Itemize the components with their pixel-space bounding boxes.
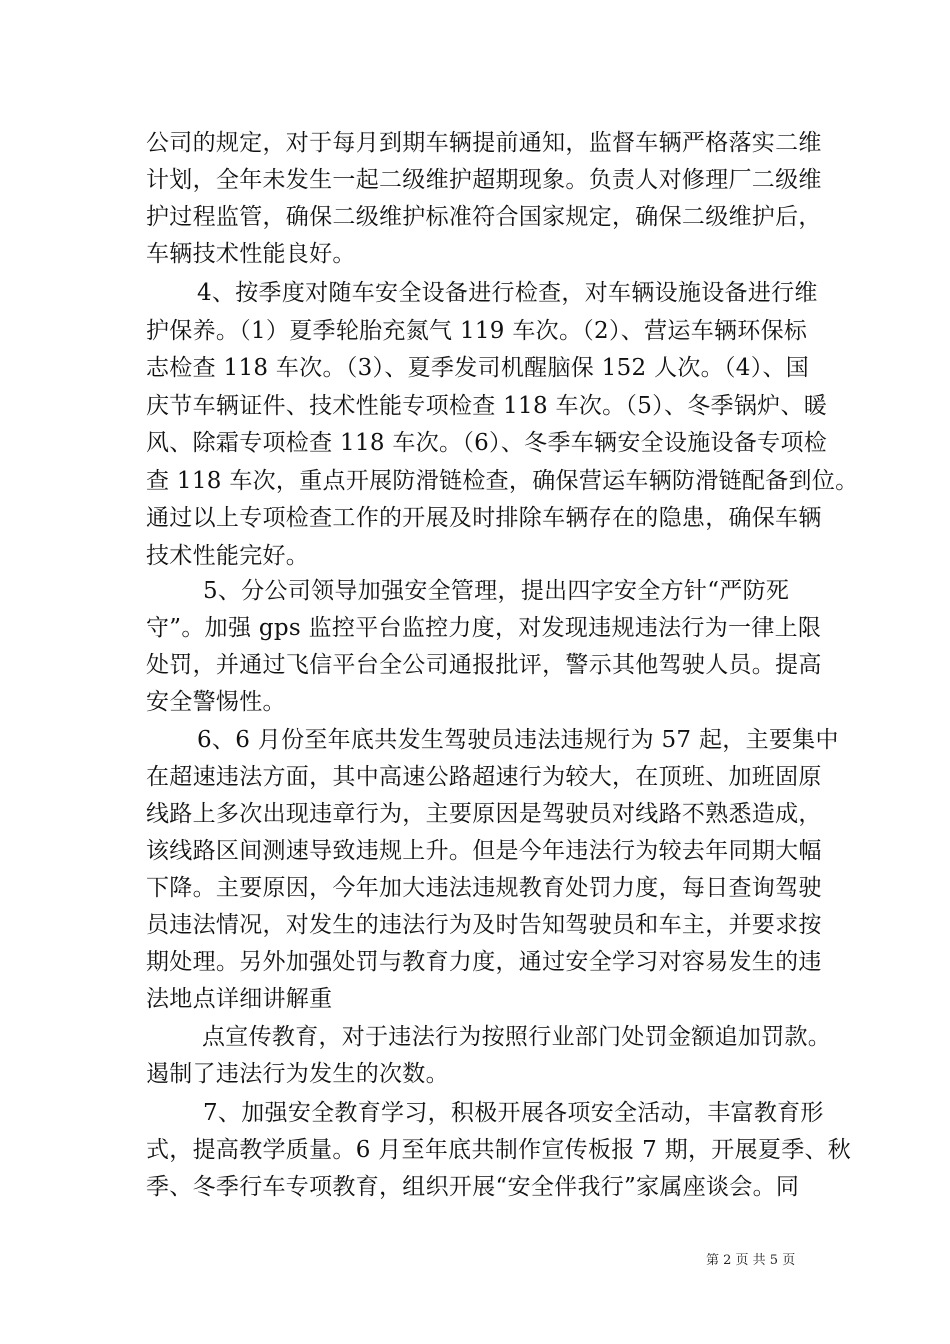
text-line: 庆节车辆证件、技术性能专项检查 118 车次。（5）、冬季锅炉、暖 bbox=[146, 393, 828, 419]
text-line: 点宣传教育，对于违法行为按照行业部门处罚金额追加罚款。 bbox=[202, 1024, 832, 1050]
text-line: 员违法情况，对发生的违法行为及时告知驾驶员和车主，并要求按 bbox=[146, 912, 822, 938]
text-line: 7、加强安全教育学习，积极开展各项安全活动，丰富教育形 bbox=[203, 1100, 824, 1126]
text-line: 期处理。另外加强处罚与教育力度，通过安全学习对容易发生的违 bbox=[146, 949, 822, 975]
text-line: 式，提高教学质量。6 月至年底共制作宣传板报 7 期，开展夏季、秋 bbox=[146, 1137, 852, 1163]
text-line: 该线路区间测速导致违规上升。但是今年违法行为较去年同期大幅 bbox=[146, 838, 822, 864]
text-line: 守”。加强 gps 监控平台监控力度，对发现违规违法行为一律上限 bbox=[146, 615, 822, 641]
text-line: 志检查 118 车次。（3）、夏季发司机醒脑保 152 人次。（4）、国 bbox=[146, 355, 810, 381]
text-line: 查 118 车次，重点开展防滑链检查，确保营运车辆防滑链配备到位。 bbox=[146, 468, 859, 494]
page-number-footer: 第 2 页 共 5 页 bbox=[706, 1253, 796, 1268]
text-line: 4、按季度对随车安全设备进行检查，对车辆设施设备进行维 bbox=[197, 280, 818, 306]
text-line: 计划，全年未发生一起二级维护超期现象。负责人对修理厂二级维 bbox=[146, 167, 822, 193]
text-line: 在超速违法方面，其中高速公路超速行为较大，在顶班、加班固原 bbox=[146, 764, 822, 790]
text-line: 公司的规定，对于每月到期车辆提前通知，监督车辆严格落实二维 bbox=[146, 130, 822, 156]
text-line: 季、冬季行车专项教育，组织开展“安全伴我行”家属座谈会。同 bbox=[146, 1174, 800, 1200]
text-line: 安全警惕性。 bbox=[146, 689, 286, 715]
text-line: 通过以上专项检查工作的开展及时排除车辆存在的隐患，确保车辆 bbox=[146, 505, 822, 531]
text-line: 5、分公司领导加强安全管理，提出四字安全方针“严防死 bbox=[203, 578, 790, 604]
text-line: 护保养。（1）夏季轮胎充氮气 119 车次。（2）、营运车辆环保标 bbox=[146, 318, 808, 344]
text-line: 技术性能完好。 bbox=[146, 543, 310, 569]
text-line: 遏制了违法行为发生的次数。 bbox=[146, 1061, 449, 1087]
text-line: 护过程监管，确保二级维护标准符合国家规定，确保二级维护后， bbox=[146, 204, 822, 230]
text-line: 法地点详细讲解重 bbox=[146, 986, 333, 1012]
text-line: 处罚，并通过飞信平台全公司通报批评，警示其他驾驶人员。提高 bbox=[146, 652, 822, 678]
text-line: 下降。主要原因，今年加大违法违规教育处罚力度，每日查询驾驶 bbox=[146, 875, 822, 901]
text-line: 风、除霜专项检查 118 车次。（6）、冬季车辆安全设施设备专项检 bbox=[146, 430, 828, 456]
text-line: 线路上多次出现违章行为，主要原因是驾驶员对线路不熟悉造成， bbox=[146, 801, 822, 827]
text-line: 6、6 月份至年底共发生驾驶员违法违规行为 57 起，主要集中 bbox=[197, 727, 839, 753]
text-line: 车辆技术性能良好。 bbox=[146, 241, 356, 267]
